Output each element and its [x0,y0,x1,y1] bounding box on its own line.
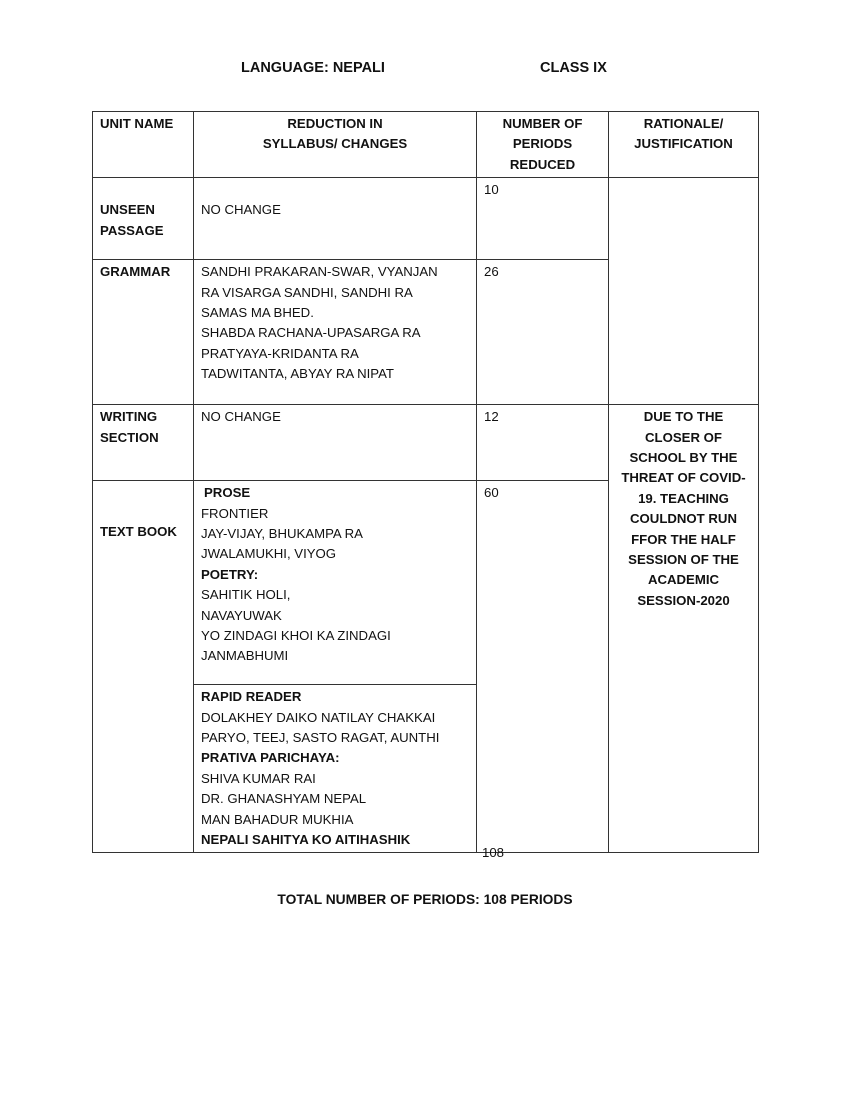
prose-heading: PROSE [204,485,251,501]
change-cell: NO CHANGE [194,178,477,260]
unit-cell: WRITING SECTION [93,405,194,481]
rapid-reader-heading: RAPID READER [201,689,302,705]
change-cell-prose-poetry: PROSE FRONTIER JAY-VIJAY, BHUKAMPA RA JWALAMUKHI, VIYOG POETRY: SAHITIK HOLI, NAVAYUWAK YO ZINDAGI KHOI KA ZINDAGI JANMABHUMI [194,481,477,685]
language-title: LANGUAGE: NEPALI [241,60,385,76]
change-cell-rapid-reader: RAPID READER DOLAKHEY DAIKO NATILAY CHAKKAI PARYO, TEEJ, SASTO RAGAT, AUNTHI PRATIVA PARICHAYA: SHIVA KUMAR RAI DR. GHANASHYAM NEPAL MAN BAHADUR MUKHIA NEPALI SAHITYA KO AITIHASHIK [194,685,477,853]
table-row-writing-section [93,405,759,481]
unit-cell: GRAMMAR [93,260,194,405]
prativa-heading: PRATIVA PARICHAYA: [201,750,340,766]
total-periods: TOTAL NUMBER OF PERIODS: 108 PERIODS [277,892,573,907]
periods-cell: 26 [477,260,609,405]
periods-cell: 10 [477,178,609,260]
rationale-cell-empty [609,178,759,405]
periods-cell: 12 [477,405,609,481]
table-header-row [93,112,759,178]
table-row-unseen-passage [93,178,759,260]
sahitya-heading: NEPALI SAHITYA KO AITIHASHIK [201,832,411,848]
periods-cell: 60 [477,481,609,853]
syllabus-table [92,111,759,853]
poetry-heading: POETRY: [201,566,259,582]
page-title [0,60,850,80]
header-reduction: REDUCTION IN SYLLABUS/ CHANGES [194,112,477,178]
periods-sum: 108 [482,845,505,860]
rationale-cell: DUE TO THE CLOSER OF SCHOOL BY THE THREAT OF COVID- 19. TEACHING COULDNOT RUN FFOR THE HALF SESSION OF THE ACADEMIC SESSION-2020 [609,405,759,853]
change-cell: NO CHANGE [194,405,477,481]
unit-cell: TEXT BOOK [93,481,194,853]
change-cell: SANDHI PRAKARAN-SWAR, VYANJAN RA VISARGA SANDHI, SANDHI RA SAMAS MA BHED. SHABDA RACHANA-UPASARGA RA PRATYAYA-KRIDANTA RA TADWITANTA, ABYAY RA NIPAT [194,260,477,405]
header-unit-name: UNIT NAME [93,112,194,178]
header-periods: NUMBER OF PERIODS REDUCED [477,112,609,178]
unit-cell: UNSEEN PASSAGE [93,178,194,260]
class-title: CLASS IX [540,60,607,76]
header-rationale: RATIONALE/ JUSTIFICATION [609,112,759,178]
